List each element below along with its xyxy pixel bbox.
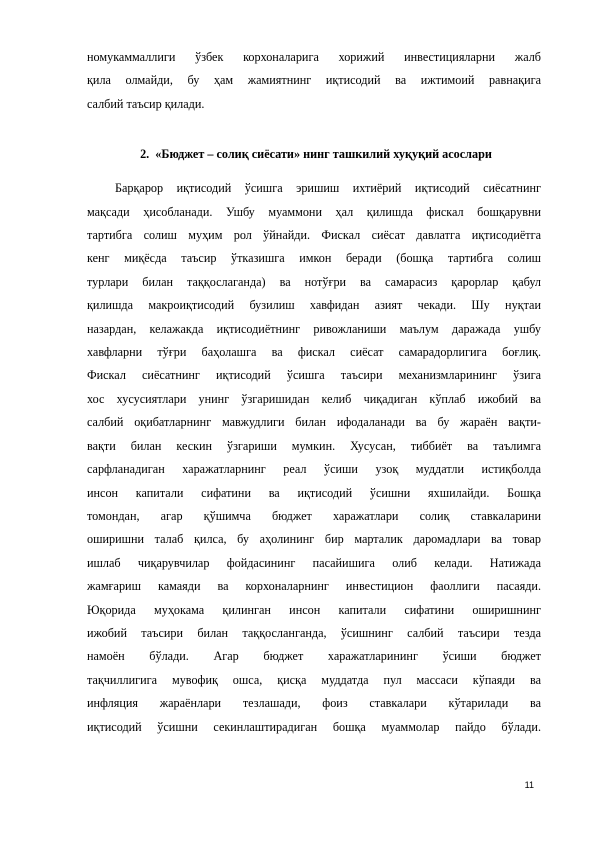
- text-line: вақти билан кескин ўзгариши мумкин. Хусусан, тиббиёт ва таълимга: [87, 438, 541, 453]
- text-line: турлари билан таққослаганда) ва нотўғри ва самарасиз қарорлар қабул: [87, 274, 541, 289]
- text-line: инфляция жараёнлари тезлашади, фоиз ставкалари кўтарилади ва: [87, 696, 541, 711]
- section-heading: [87, 144, 541, 164]
- page-number: 11: [524, 780, 534, 790]
- text-line: томондан, агар қўшимча бюджет харажатлари солиқ ставкаларини: [87, 508, 541, 523]
- text-line: номукаммаллиги ўзбек корхоналарига хорижий инвестицияларни жалб: [87, 50, 541, 64]
- text-line: тартибга солиш муҳим рол ўйнайди. Фискал сиёсат давлатга иқтисодиётга: [87, 228, 541, 243]
- text-line: оширишни талаб қилса, бу аҳолининг бир марталик даромадлари ва товар: [87, 532, 541, 547]
- text-line: Фискал сиёсатнинг иқтисодий ўсишга таъсири механизмларининг ўзига: [87, 368, 541, 383]
- text-line: қилишда макроиқтисодий бузилиш хавфидан азият чекади. Шу нуқтаи: [87, 298, 541, 313]
- body-paragraph: [87, 177, 541, 739]
- section-number: 2.: [140, 147, 150, 162]
- text-line: сарфланадиган харажатларнинг реал ўсиши узоқ муддатли истиқболда: [87, 462, 541, 477]
- section-title: «Бюджет – солиқ сиёсати» нинг ташкилий хуқуқий асослари: [155, 147, 492, 162]
- document-page: [87, 46, 541, 739]
- intro-paragraph: [87, 46, 541, 116]
- text-line: хос хусусиятлари унинг ўзгаришидан келиб чиқадиган кўплаб ижобий ва: [87, 391, 541, 406]
- text-line: Юқорида муҳокама қилинган инсон капитали сифатини оширишнинг: [87, 602, 541, 617]
- text-line: назардан, келажакда иқтисодиётнинг ривожланиши маълум даражада ушбу: [87, 321, 541, 336]
- text-line: ижобий таъсири билан таққосланганда, ўсишнинг салбий таъсири тезда: [87, 625, 541, 640]
- text-line: кенг миқёсда таъсир ўтказишга имкон беради (бошқа тартибга солиш: [87, 251, 541, 266]
- text-line: намоён бўлади. Агар бюджет харажатларининг ўсиши бюджет: [87, 649, 541, 664]
- text-line: салбий таъсир қилади.: [87, 96, 205, 111]
- text-line: Барқарор иқтисодий ўсишга эришиш ихтиёрий иқтисодий сиёсатнинг: [115, 181, 541, 196]
- text-line: иқтисодий ўсишни секинлаштирадиган бошқа муаммолар пайдо бўлади.: [87, 719, 541, 734]
- text-line: тақчиллигига мувофиқ ошса, қисқа муддатда пул массаси кўпаяди ва: [87, 672, 541, 687]
- text-line: мақсади ҳисобланади. Ушбу муаммони ҳал қилишда фискал бошқарувни: [87, 204, 541, 219]
- text-line: хавфларни тўғри баҳолашга ва фискал сиёсат самарадорлигига боғлиқ.: [87, 345, 541, 360]
- text-line: ишлаб чиқарувчилар фойдасининг пасайишига олиб келади. Натижада: [87, 555, 541, 570]
- text-line: жамғариш камаяди ва корхоналарнинг инвестицион фаоллиги пасаяди.: [87, 579, 541, 594]
- text-line: инсон капитали сифатини ва иқтисодий ўсишни яхшилайди. Бошқа: [87, 485, 541, 500]
- text-line: салбий оқибатларнинг мавжудлиги билан ифодаланади ва бу жараён вақти-: [87, 415, 541, 430]
- text-line: қила олмайди, бу ҳам жамиятнинг иқтисодий ва ижтимоий равнақига: [87, 73, 541, 88]
